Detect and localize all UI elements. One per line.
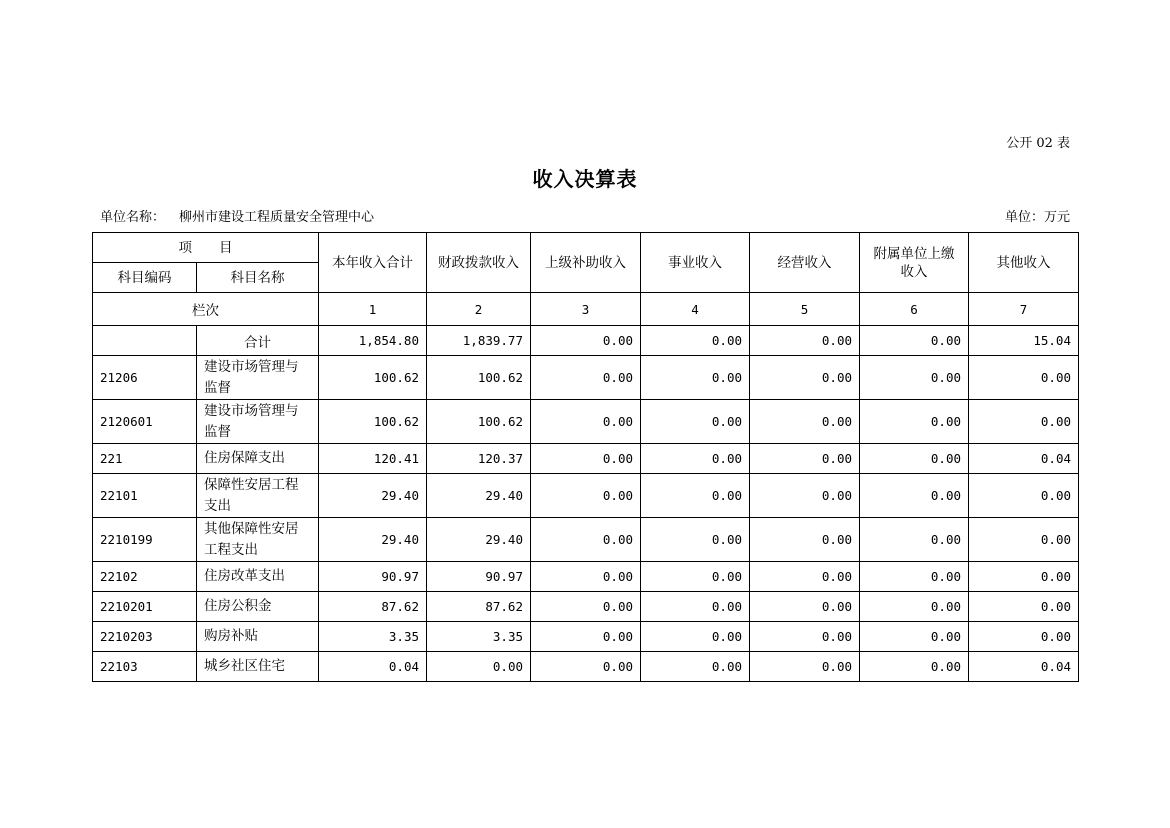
row-value: 0.00: [750, 622, 860, 652]
row-value: 0.00: [860, 592, 969, 622]
unit-name: 柳州市建设工程质量安全管理中心: [179, 210, 375, 225]
row-value: 3.35: [427, 622, 531, 652]
page-title: 收入决算表: [532, 167, 638, 191]
row-name: 住房公积金: [197, 592, 319, 622]
row-value: 0.00: [860, 562, 969, 592]
row-code: 21206: [93, 356, 197, 400]
header-name: 科目名称: [197, 263, 319, 293]
row-value: 0.00: [860, 444, 969, 474]
header-col-2: 财政拨款收入: [427, 233, 531, 293]
row-value: 0.00: [531, 622, 641, 652]
row-name: 其他保障性安居工程支出: [197, 518, 319, 562]
header-col-3: 上级补助收入: [531, 233, 641, 293]
row-value: 0.00: [531, 444, 641, 474]
total-value: 1,839.77: [427, 326, 531, 356]
row-code: 221: [93, 444, 197, 474]
row-value: 100.62: [319, 356, 427, 400]
row-value: 120.37: [427, 444, 531, 474]
row-value: 120.41: [319, 444, 427, 474]
row-value: 0.00: [750, 444, 860, 474]
row-value: 29.40: [319, 474, 427, 518]
header-code: 科目编码: [93, 263, 197, 293]
table-row: [93, 400, 1079, 444]
header-col-6: 附属单位上缴收入: [860, 233, 969, 293]
total-label: 合计: [197, 326, 319, 356]
table-row: [93, 518, 1079, 562]
unit-label: 单位：万元: [1004, 210, 1070, 225]
row-value: 0.00: [969, 356, 1079, 400]
row-value: 0.00: [969, 622, 1079, 652]
row-value: 0.00: [750, 400, 860, 444]
row-value: 0.00: [969, 400, 1079, 444]
income-table: [92, 232, 1079, 682]
row-value: 0.00: [750, 474, 860, 518]
col-number: 6: [860, 293, 969, 326]
row-value: 0.00: [641, 622, 750, 652]
form-code: 公开 02 表: [1006, 136, 1070, 151]
row-value: 87.62: [427, 592, 531, 622]
row-code: 2210203: [93, 622, 197, 652]
row-value: 0.00: [860, 400, 969, 444]
row-code: 2210199: [93, 518, 197, 562]
row-value: 0.04: [319, 652, 427, 682]
row-value: 100.62: [319, 400, 427, 444]
row-value: 0.00: [969, 518, 1079, 562]
row-value: 87.62: [319, 592, 427, 622]
row-code: 2120601: [93, 400, 197, 444]
row-code: 22103: [93, 652, 197, 682]
row-value: 0.00: [750, 592, 860, 622]
row-value: 0.00: [641, 444, 750, 474]
row-value: 0.00: [969, 562, 1079, 592]
row-value: 0.00: [531, 592, 641, 622]
row-value: 0.00: [750, 562, 860, 592]
row-value: 0.00: [641, 474, 750, 518]
row-name: 建设市场管理与监督: [197, 400, 319, 444]
col-number: 1: [319, 293, 427, 326]
row-value: 0.00: [531, 356, 641, 400]
row-value: 0.00: [531, 562, 641, 592]
row-value: 0.00: [750, 652, 860, 682]
total-value: 15.04: [969, 326, 1079, 356]
row-value: 29.40: [319, 518, 427, 562]
row-value: 0.00: [641, 592, 750, 622]
row-value: 0.00: [750, 518, 860, 562]
row-name: 城乡社区住宅: [197, 652, 319, 682]
row-value: 0.00: [860, 356, 969, 400]
row-name: 购房补贴: [197, 622, 319, 652]
row-value: 0.00: [641, 562, 750, 592]
row-value: 29.40: [427, 518, 531, 562]
row-value: 0.00: [531, 518, 641, 562]
row-value: 0.00: [969, 474, 1079, 518]
total-value: 0.00: [750, 326, 860, 356]
row-value: 100.62: [427, 400, 531, 444]
col-number: 2: [427, 293, 531, 326]
row-code: 22102: [93, 562, 197, 592]
row-value: 0.00: [531, 474, 641, 518]
row-value: 0.00: [531, 400, 641, 444]
table-row: [93, 356, 1079, 400]
row-code: 2210201: [93, 592, 197, 622]
row-value: 90.97: [427, 562, 531, 592]
col-number: 7: [969, 293, 1079, 326]
row-name: 住房改革支出: [197, 562, 319, 592]
row-value: 0.00: [531, 652, 641, 682]
table-row: [93, 622, 1079, 652]
row-value: 0.04: [969, 444, 1079, 474]
row-value: 0.00: [860, 518, 969, 562]
row-value: 0.00: [750, 356, 860, 400]
header-item: 项 目: [93, 233, 319, 263]
header-col-4: 事业收入: [641, 233, 750, 293]
row-name: 保障性安居工程支出: [197, 474, 319, 518]
unit-name-label: 单位名称：: [100, 210, 166, 225]
row-value: 0.00: [641, 518, 750, 562]
table-row: [93, 562, 1079, 592]
header-row-1: [93, 233, 1079, 263]
table-row: [93, 592, 1079, 622]
table-row: [93, 444, 1079, 474]
row-name: 住房保障支出: [197, 444, 319, 474]
col-number: 5: [750, 293, 860, 326]
row-value: 0.00: [969, 592, 1079, 622]
col-index-row: [93, 293, 1079, 326]
table-row: [93, 474, 1079, 518]
row-value: 0.00: [860, 622, 969, 652]
total-value: 0.00: [860, 326, 969, 356]
table-row: [93, 652, 1079, 682]
row-value: 3.35: [319, 622, 427, 652]
row-value: 0.00: [641, 400, 750, 444]
col-number: 3: [531, 293, 641, 326]
row-value: 0.00: [860, 652, 969, 682]
row-value: 90.97: [319, 562, 427, 592]
row-value: 0.00: [860, 474, 969, 518]
total-value: 1,854.80: [319, 326, 427, 356]
total-value: 0.00: [531, 326, 641, 356]
row-value: 0.00: [641, 652, 750, 682]
col-index-label: 栏次: [93, 293, 319, 326]
row-value: 0.00: [641, 356, 750, 400]
total-value: 0.00: [641, 326, 750, 356]
header-col-7: 其他收入: [969, 233, 1079, 293]
row-value: 29.40: [427, 474, 531, 518]
row-name: 建设市场管理与监督: [197, 356, 319, 400]
header-col-5: 经营收入: [750, 233, 860, 293]
row-value: 0.04: [969, 652, 1079, 682]
total-row: [93, 326, 1079, 356]
row-value: 100.62: [427, 356, 531, 400]
row-code: 22101: [93, 474, 197, 518]
total-code-cell: [93, 326, 197, 356]
row-value: 0.00: [427, 652, 531, 682]
col-number: 4: [641, 293, 750, 326]
unit-name-line: [100, 206, 374, 225]
header-col-1: 本年收入合计: [319, 233, 427, 293]
